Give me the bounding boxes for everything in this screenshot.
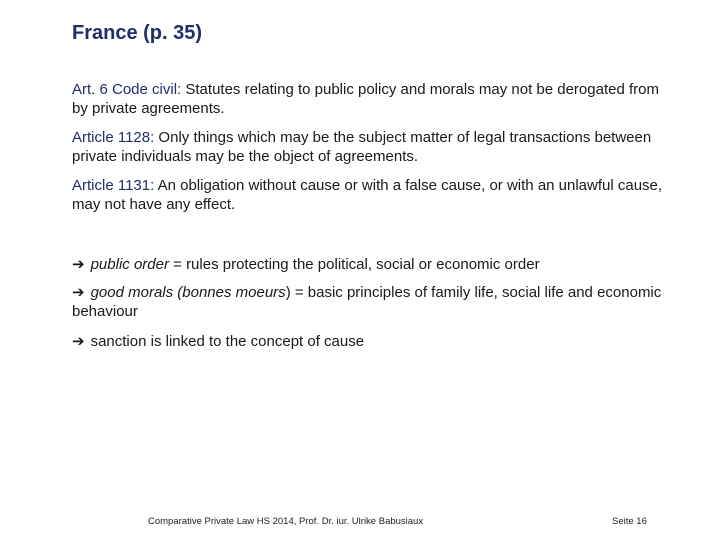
article-1128-paragraph [72, 128, 672, 166]
article-ref: Article 1131: [72, 177, 155, 194]
bullet-text: sanction is linked to the concept of cause [90, 333, 365, 350]
article-text: Only things which may be the subject matter of legal transactions between private individuals may be the object of agreements. [72, 129, 652, 165]
bullet-term: good morals (bonnes moeurs [90, 284, 286, 301]
article-ref: Article 1128: [72, 129, 155, 146]
article-text: An obligation without cause or with a false cause, or with an unlawful cause, may not have any effect. [72, 177, 663, 213]
bullet-sanction [72, 332, 672, 351]
bullet-good-morals [72, 283, 672, 321]
bullet-text: = rules protecting the political, social or economic order [168, 256, 540, 273]
bullet-public-order [72, 255, 672, 274]
article-text: Statutes relating to public policy and morals may not be derogated from by private agreements. [72, 81, 659, 117]
arrow-right-icon: ➔ [72, 284, 85, 301]
article-6-paragraph [72, 80, 672, 118]
article-ref: Art. 6 Code civil: [72, 81, 182, 98]
slide-title: France (p. 35) [72, 22, 203, 44]
footer-page-number: Seite 16 [612, 516, 647, 527]
arrow-right-icon: ➔ [72, 333, 85, 350]
arrow-right-icon: ➔ [72, 256, 85, 273]
footer-course: Comparative Private Law HS 2014, Prof. Dr. iur. Ulrike Babusiaux [148, 516, 424, 527]
bullet-term: public order [90, 256, 169, 273]
article-1131-paragraph [72, 176, 672, 214]
bullet-text: ) = basic principles of family life, social life and economic behaviour [72, 284, 662, 320]
